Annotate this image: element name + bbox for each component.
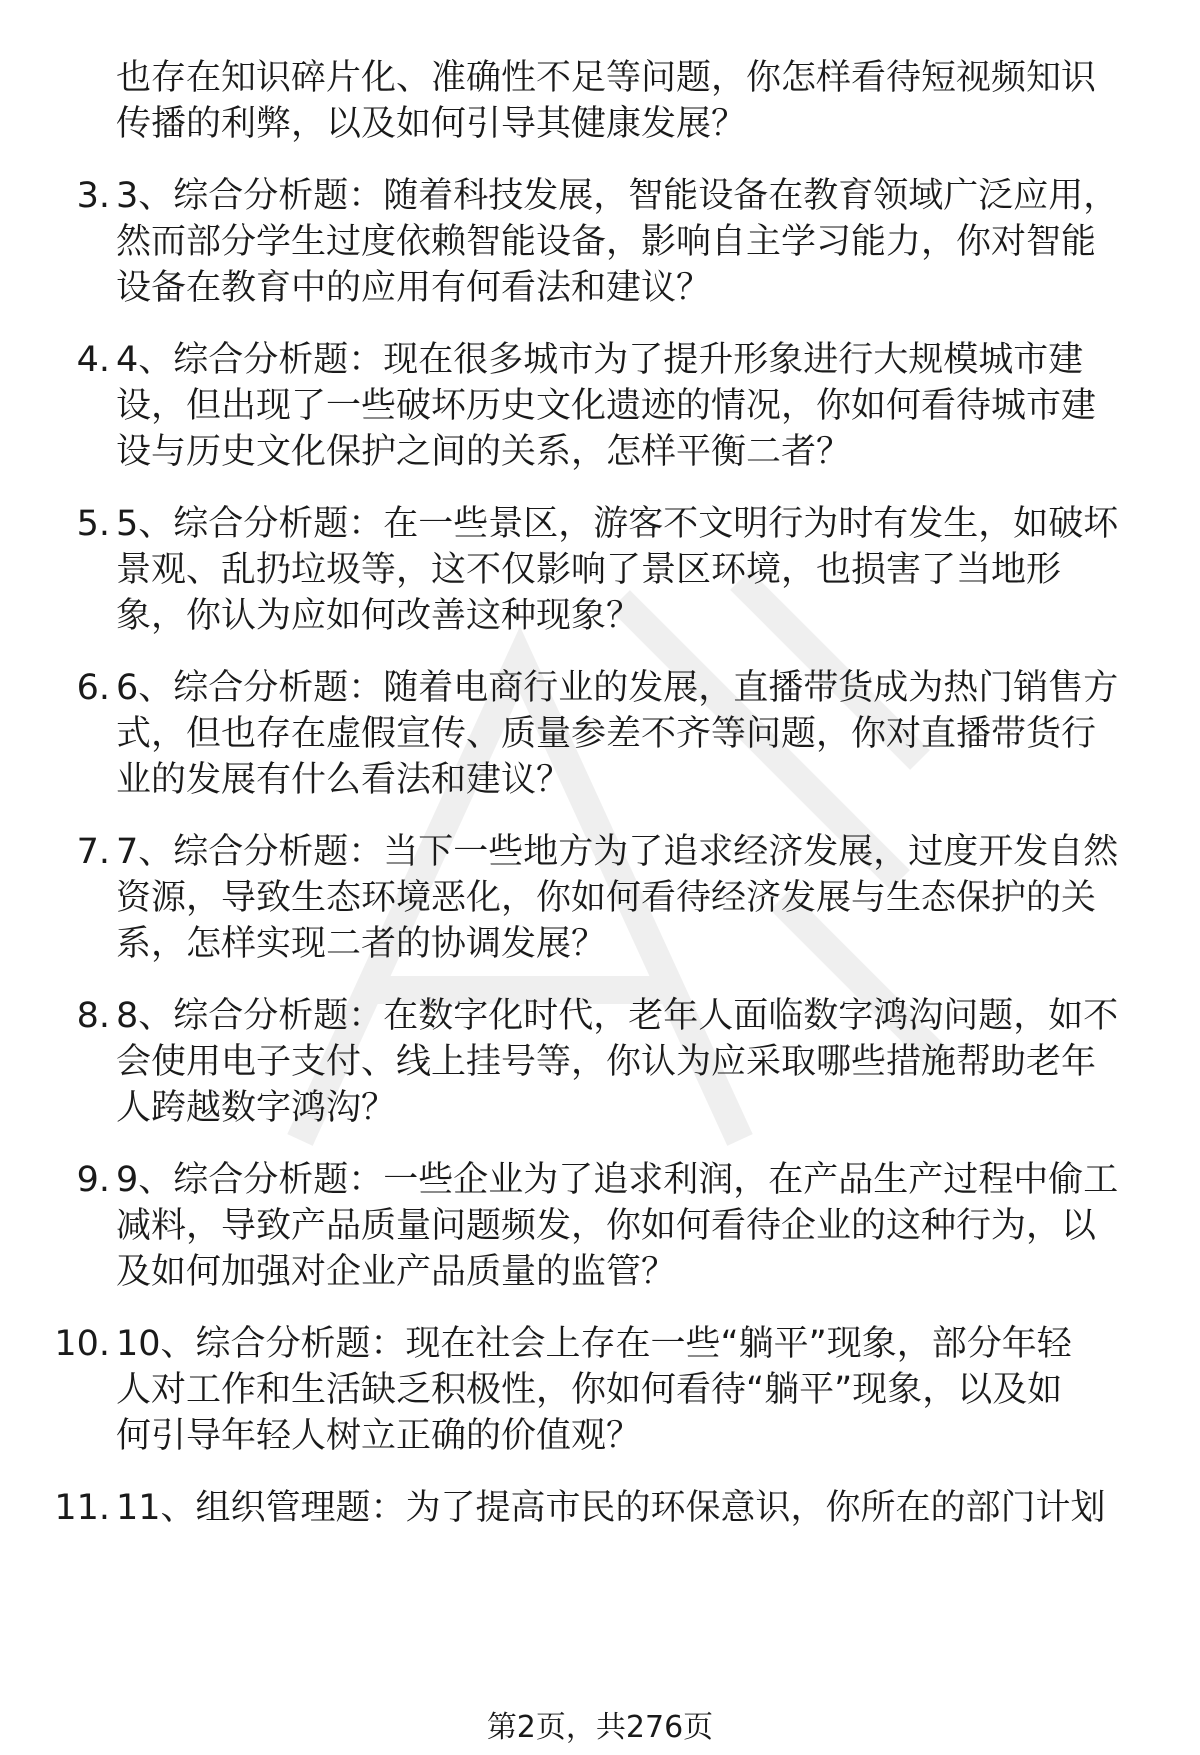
intro-line: 传播的利弊，以及如何引导其健康发展？ xyxy=(116,104,747,144)
list-item-number: 6. xyxy=(76,668,110,708)
list-item-line: 系，怎样实现二者的协调发展？ xyxy=(116,924,607,964)
intro-line: 也存在知识碎片化、准确性不足等问题，你怎样看待短视频知识 xyxy=(116,58,1097,98)
list-item-line: 人对工作和生活缺乏积极性，你如何看待“躺平”现象，以及如 xyxy=(116,1370,1063,1410)
list-item-number: 11. xyxy=(54,1488,110,1528)
list-item-number: 5. xyxy=(76,504,110,544)
list-item-line: 资源，导致生态环境恶化，你如何看待经济发展与生态保护的关 xyxy=(116,878,1097,918)
list-item-line: 式，但也存在虚假宣传、质量参差不齐等问题，你对直播带货行 xyxy=(116,714,1097,754)
list-item-number: 10. xyxy=(54,1324,110,1364)
list-item-number: 4. xyxy=(76,340,110,380)
list-item-line: 人跨越数字鸿沟？ xyxy=(116,1088,397,1128)
list-item-line: 6、综合分析题：随着电商行业的发展，直播带货成为热门销售方 xyxy=(116,668,1119,708)
list-item-line: 设备在教育中的应用有何看法和建议？ xyxy=(116,268,712,308)
list-item-line: 设，但出现了一些破坏历史文化遗迹的情况，你如何看待城市建 xyxy=(116,386,1097,426)
list-item-line: 减料，导致产品质量问题频发，你如何看待企业的这种行为，以 xyxy=(116,1206,1097,1246)
list-item-line: 业的发展有什么看法和建议？ xyxy=(116,760,572,800)
list-item-number: 7. xyxy=(76,832,110,872)
list-item-line: 然而部分学生过度依赖智能设备，影响自主学习能力，你对智能 xyxy=(116,222,1097,262)
list-item-line: 9、综合分析题：一些企业为了追求利润，在产品生产过程中偷工 xyxy=(116,1160,1119,1200)
page-footer: 第2页，共276页 xyxy=(486,1710,714,1745)
list-item-line: 象，你认为应如何改善这种现象？ xyxy=(116,596,642,636)
list-item-line: 何引导年轻人树立正确的价值观？ xyxy=(116,1416,642,1456)
list-item-line: 会使用电子支付、线上挂号等，你认为应采取哪些措施帮助老年 xyxy=(116,1042,1097,1082)
list-item-line: 5、综合分析题：在一些景区，游客不文明行为时有发生，如破坏 xyxy=(116,504,1119,544)
list-item-number: 9. xyxy=(76,1160,110,1200)
list-item-line: 设与历史文化保护之间的关系，怎样平衡二者？ xyxy=(116,432,852,472)
list-item-line: 11、组织管理题：为了提高市民的环保意识，你所在的部门计划 xyxy=(116,1488,1106,1528)
list-item-number: 3. xyxy=(76,176,110,216)
list-item-line: 10、综合分析题：现在社会上存在一些“躺平”现象，部分年轻 xyxy=(116,1324,1072,1364)
list-item-line: 3、综合分析题：随着科技发展，智能设备在教育领域广泛应用， xyxy=(116,176,1119,216)
list-item-line: 7、综合分析题：当下一些地方为了追求经济发展，过度开发自然 xyxy=(116,832,1119,872)
list-item-line: 8、综合分析题：在数字化时代，老年人面临数字鸿沟问题，如不 xyxy=(116,996,1119,1036)
list-item-line: 景观、乱扔垃圾等，这不仅影响了景区环境，也损害了当地形 xyxy=(116,550,1062,590)
list-item-line: 及如何加强对企业产品质量的监管？ xyxy=(116,1252,677,1292)
list-item-line: 4、综合分析题：现在很多城市为了提升形象进行大规模城市建 xyxy=(116,340,1084,380)
list-item-number: 8. xyxy=(76,996,110,1036)
